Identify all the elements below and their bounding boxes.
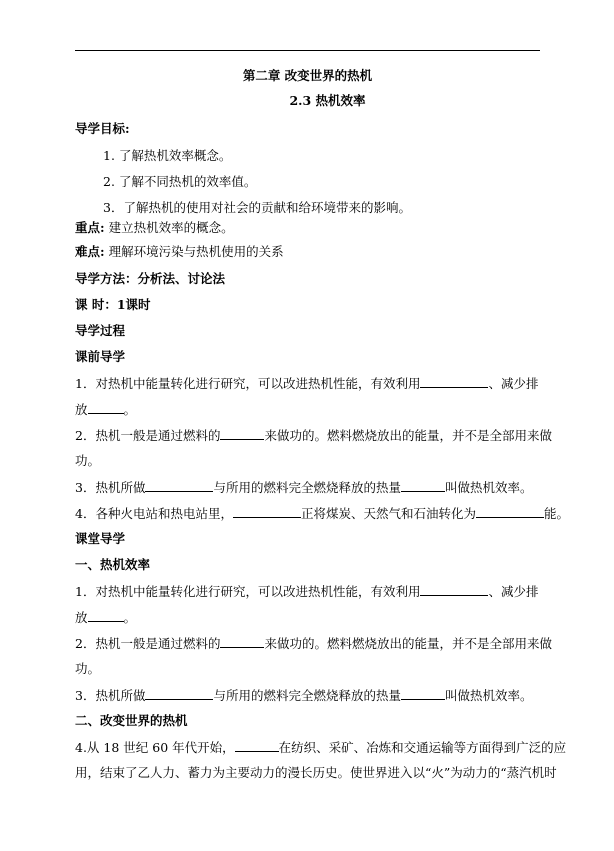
pre-q3-text-a: 3．热机所做 — [75, 480, 146, 495]
in-q2-text-b: 来做功的。燃料燃烧放出的能量，并不是全部用来做 — [264, 636, 552, 651]
process-heading: 导学过程 — [75, 323, 126, 338]
in-q1-text-d: 。 — [123, 610, 137, 625]
pre-q1-text-d: 。 — [123, 402, 137, 417]
pre-q2-blank-1[interactable] — [220, 427, 264, 440]
class-hours: 课 时：1课时 — [75, 297, 151, 312]
in-q3-text-b: 与所用的燃料完全燃烧释放的热量 — [213, 688, 401, 703]
method: 导学方法：分析法、讨论法 — [75, 271, 226, 286]
pre-q3-blank-2[interactable] — [401, 479, 445, 492]
in-q1-line2 — [75, 609, 136, 626]
pre-q1-text-c: 放 — [75, 402, 88, 417]
pre-q4-text-a: 4．各种火电站和热电站里， — [75, 506, 233, 521]
in-q2-line2: 功。 — [75, 661, 101, 676]
part2-heading: 二、改变世界的热机 — [75, 713, 188, 728]
in-q1-text-c: 放 — [75, 610, 88, 625]
in-q3 — [75, 687, 532, 704]
pre-q1-text-b: 、减少排 — [488, 376, 539, 391]
in-q1-text-a: 1．对热机中能量转化进行研究，可以改进热机性能，有效利用 — [75, 584, 421, 599]
pre-q3-blank-1[interactable] — [145, 479, 213, 492]
key-point-text: 建立热机效率的概念。 — [104, 220, 234, 235]
pre-q2-line1 — [75, 427, 552, 444]
pre-q2-text-a: 2．热机一般是通过燃料的 — [75, 428, 221, 443]
part1-heading: 一、热机效率 — [75, 557, 151, 572]
in-q1-text-b: 、减少排 — [488, 584, 539, 599]
in-q1-line1 — [75, 583, 538, 600]
difficulty-label: 难点: — [75, 244, 105, 259]
chapter-title: 第二章 改变世界的热机 — [242, 68, 373, 83]
goals-heading: 导学目标: — [75, 121, 130, 136]
pre-q2-text-b: 来做功的。燃料燃烧放出的能量，并不是全部用来做 — [264, 428, 552, 443]
in-q4-blank-1[interactable] — [235, 739, 279, 752]
pre-q1-blank-2[interactable] — [88, 401, 124, 414]
pre-q4 — [75, 505, 569, 522]
pre-q4-blank-1[interactable] — [233, 505, 301, 518]
header-rule — [75, 50, 540, 51]
pre-q3 — [75, 479, 532, 496]
in-q3-text-c: 叫做热机效率。 — [444, 688, 533, 703]
goal-item-2: 2. 了解不同热机的效率值。 — [103, 174, 257, 189]
pre-q1-blank-1[interactable] — [420, 375, 488, 388]
in-q1-blank-2[interactable] — [88, 609, 124, 622]
pre-q4-blank-2[interactable] — [476, 505, 544, 518]
in-q4-text-b: 在纺织、采矿、冶炼和交通运输等方面得到广泛的应 — [278, 740, 567, 755]
in-q3-blank-1[interactable] — [145, 687, 213, 700]
pre-q1-line2 — [75, 401, 136, 418]
pre-q1-line1 — [75, 375, 538, 392]
in-q2-text-a: 2．热机一般是通过燃料的 — [75, 636, 221, 651]
in-q2-blank-1[interactable] — [220, 635, 264, 648]
key-point-label: 重点: — [75, 220, 105, 235]
in-q4-line2: 用，结束了乙人力、蓄力为主要动力的漫长历史。使世界进入以“火”为动力的“蒸汽机时 — [75, 765, 557, 780]
in-q4-text-a: 4.从 18 世纪 60 年代开始， — [75, 740, 235, 755]
pre-q2-line2: 功。 — [75, 453, 101, 468]
in-q3-blank-2[interactable] — [401, 687, 445, 700]
goal-item-1: 1. 了解热机效率概念。 — [103, 148, 232, 163]
pre-q4-text-b: 正将煤炭、天然气和石油转化为 — [300, 506, 476, 521]
pre-q4-text-c: 能。 — [543, 506, 569, 521]
difficulty-text: 理解环境污染与热机使用的关系 — [104, 244, 284, 259]
in-q2-line1 — [75, 635, 552, 652]
pre-q1-text-a: 1．对热机中能量转化进行研究，可以改进热机性能，有效利用 — [75, 376, 421, 391]
difficulty — [75, 244, 284, 260]
key-point — [75, 220, 234, 236]
in-q3-text-a: 3．热机所做 — [75, 688, 146, 703]
in-class-heading: 课堂导学 — [75, 531, 126, 546]
goal-item-3: 3．了解热机的使用对社会的贡献和给环境带来的影响。 — [103, 200, 411, 215]
pre-q3-text-b: 与所用的燃料完全燃烧释放的热量 — [213, 480, 401, 495]
in-q4-line1 — [75, 739, 566, 756]
section-title: 2.3 热机效率 — [289, 93, 366, 108]
pre-class-heading: 课前导学 — [75, 349, 126, 364]
in-q1-blank-1[interactable] — [420, 583, 488, 596]
pre-q3-text-c: 叫做热机效率。 — [444, 480, 533, 495]
